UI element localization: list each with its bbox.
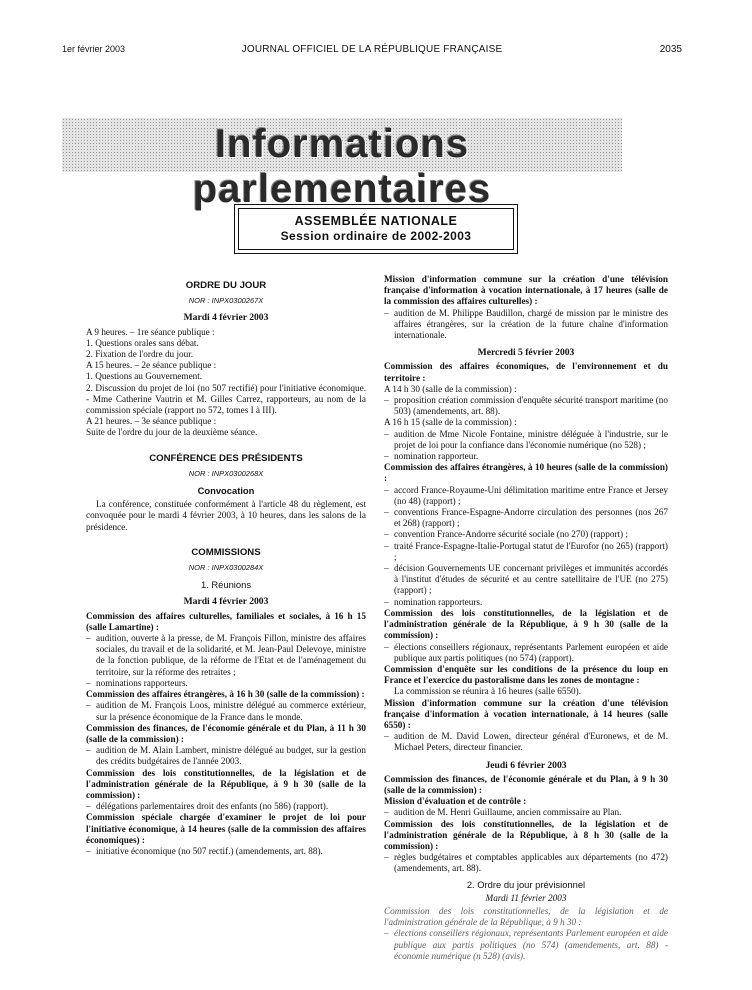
commission-heading: Commission des lois constitutionnelles, de la législation et de l'administration générale de la République, à 9 h 30 : (384, 905, 668, 928)
commission-heading: Mission d'information commune sur la création d'une télévision française d'information à vocation internationale, à 14 heures (salle 6550) : (384, 697, 668, 730)
session-time: A 15 heures. – 2e séance publique : (86, 360, 217, 371)
list-item (384, 928, 668, 962)
commission-heading: Commission des affaires étrangères, à 16 h 30 (salle de la commission) : (86, 689, 365, 700)
dash-list (86, 633, 366, 689)
dash-bullet: – (384, 807, 389, 818)
list-item-text: traité France-Espagne-Italie-Portugal statut de l'Eurofor (no 265) (rapport) ; (394, 540, 668, 562)
dash-bullet: – (384, 428, 389, 439)
list-item-text: audition de M. David Lowen, directeur général d'Euronews, et de M. Michael Peters, directeur financier. (394, 731, 668, 753)
commission-heading: Commission des finances, de l'économie générale et du Plan, à 11 h 30 (salle de la commission) : (86, 722, 366, 744)
dash-bullet: – (384, 529, 389, 540)
dash-list (86, 745, 366, 767)
ordre-previsionnel-heading: 2. Ordre du jour prévisionnel (466, 878, 586, 890)
dash-list (86, 700, 366, 722)
dash-list (384, 395, 668, 417)
list-item-text: audition, ouverte à la presse, de M. François Fillon, ministre des affaires sociales, du travail et de la solidarité, et M. Jean-Paul Delevoye, ministre de la fonction publique, de la réforme de l'Etat et de l'aménagement du territoire, sur la réforme des retraites ; (96, 633, 366, 677)
page-number: 2035 (659, 44, 682, 55)
ordre-nor: NOR : INPX0300267X (188, 296, 264, 306)
commissions-title: COMMISSIONS (191, 546, 261, 558)
session-time: A 9 heures. – 1re séance publique : (86, 326, 215, 337)
dash-list (86, 801, 366, 812)
session-label: Session ordinaire de 2002-2003 (280, 229, 472, 243)
day-heading: Mardi 11 février 2003 (485, 892, 567, 903)
list-item-text: élections conseillers régionaux, représentants Parlement européen et aide publique aux partis politiques (no 574) (rapport). (394, 641, 668, 663)
commission-heading: Commission des lois constitutionnelles, de la législation et de l'administration générale de la République, à 8 h 30 (salle de la commission) : (384, 818, 668, 851)
dash-bullet: – (86, 700, 91, 711)
list-item (86, 846, 366, 857)
commission-heading: Commission des affaires culturelles, familiales et sociales, à 16 h 15 (salle Lamartine) : (86, 610, 366, 632)
dash-bullet: – (384, 507, 389, 518)
list-item (384, 541, 668, 563)
dash-list (384, 429, 668, 463)
dash-list (384, 807, 668, 818)
list-item-text: audition de M. Alain Lambert, ministre délégué au budget, sur la gestion des crédits budgétaires de l'année 2003. (96, 745, 366, 767)
dash-list (384, 928, 668, 962)
list-item (384, 807, 668, 818)
list-item (384, 507, 668, 529)
agenda-item: 1. Questions orales sans débat. (86, 337, 199, 348)
commission-heading: Commission des affaires étrangères, à 10 heures (salle de la commission) : (384, 462, 668, 484)
dash-list (384, 308, 668, 342)
dash-bullet: – (384, 484, 389, 495)
mission-heading: Mission d'évaluation et de contrôle : (384, 796, 527, 807)
dash-bullet: – (384, 641, 389, 652)
commissions-nor: NOR : INPX0300284X (188, 563, 264, 573)
session-time: A 16 h 15 (salle de la commission) : (384, 417, 517, 428)
dash-bullet: – (384, 451, 389, 462)
assembly-name: ASSEMBLÉE NATIONALE (294, 214, 458, 228)
commission-heading: Commission spéciale chargée d'examiner le projet de loi pour l'initiative économique, à 14 heures (salle de la commission des affaires économiques) : (86, 812, 366, 845)
ordre-title: ORDRE DU JOUR (185, 280, 267, 291)
convocation-heading: Convocation (197, 485, 255, 497)
list-item (384, 308, 668, 342)
commission-heading: Commission des finances, de l'économie générale et du Plan, à 9 h 30 (salle de la commission) : (384, 773, 668, 795)
section-banner (62, 118, 622, 211)
dash-bullet: – (384, 731, 389, 742)
dash-list (384, 852, 668, 874)
dash-bullet: – (384, 596, 389, 607)
reunions-heading: 1. Réunions (200, 579, 252, 591)
dash-bullet: – (86, 633, 91, 644)
list-item (384, 485, 668, 507)
dash-bullet: – (384, 540, 389, 551)
list-item (86, 633, 366, 678)
list-item (384, 597, 668, 608)
session-time: A 14 h 30 (salle de la commission) : (384, 383, 517, 394)
list-item (86, 801, 366, 812)
list-item-text: nomination rapporteur. (394, 451, 479, 462)
agenda-item: 2. Discussion du projet de loi (no 507 rectifié) pour l'initiative économique. - Mme Catherine Vautrin et M. Gilles Carrez, rapporteurs, au nom de la commission spéciale (rapport no 572, tomes I à III). (86, 382, 366, 416)
dash-bullet: – (86, 845, 91, 856)
day-heading: Mercredi 5 février 2003 (477, 347, 575, 359)
day-heading: Mardi 4 février 2003 (183, 596, 269, 608)
agenda-item: 1. Questions au Gouvernement. (86, 371, 203, 382)
list-item (384, 731, 668, 753)
banner-title: Informations parlementaires (192, 122, 492, 211)
list-item-text: accord France-Royaume-Uni délimitation maritime entre France et Jersey (no 48) (rapport) ; (394, 484, 668, 506)
dash-bullet: – (384, 852, 389, 863)
conference-title: CONFÉRENCE DES PRÉSIDENTS (149, 452, 303, 464)
session-time: A 21 heures. – 3e séance publique : (86, 416, 217, 427)
list-item-text: nominations rapporteurs. (96, 677, 188, 688)
list-item-text: élections conseillers régionaux, représentants Parlement européen et aide publique aux partis politiques (no 574) (amendements, art. 88) - économie numérique (n 528) (avis). (394, 928, 668, 961)
dash-bullet: – (86, 745, 91, 756)
day-heading: Jeudi 6 février 2003 (485, 759, 567, 771)
list-item (384, 395, 668, 417)
left-column (86, 274, 366, 857)
list-item-text: audition de Mme Nicole Fontaine, ministre déléguée à l'industrie, sur le projet de loi pour la confiance dans l'économie numérique (no 528) ; (394, 428, 668, 450)
commission-heading: Commission des lois constitutionnelles, de la législation et de l'administration générale de la République, à 9 h 30 (salle de la commission) : (86, 767, 366, 800)
dash-bullet: – (86, 677, 91, 688)
list-item (86, 678, 366, 689)
list-item-text: décision Gouvernements UE concernant privilèges et immunités accordés à l'institut d'études de sécurité et au centre satellitaire de l'UE (no 275) (rapport) ; (394, 563, 668, 596)
day-heading: Mardi 4 février 2003 (183, 312, 269, 324)
dash-bullet: – (384, 928, 389, 939)
commission-heading: Commission des affaires économiques, de l'environnement et du territoire : (384, 361, 668, 383)
journal-title: JOURNAL OFFICIEL DE LA RÉPUBLIQUE FRANÇAISE (241, 44, 503, 55)
assembly-box (234, 204, 518, 254)
commission-heading: Mission d'information commune sur la création d'une télévision française d'information à vocation internationale, à 17 heures (salle de la commission des affaires culturelles) : (384, 274, 668, 307)
list-item (384, 642, 668, 664)
list-item (384, 451, 668, 462)
list-item-text: conventions France-Espagne-Andorre circulation des personnes (nos 267 et 268) (rapport) ; (394, 507, 668, 529)
list-item-text: règles budgétaires et comptables applicables aux départements (no 472) (amendements, art. 88). (394, 852, 668, 874)
conference-nor: NOR : INPX0300268X (188, 468, 264, 478)
list-item (384, 563, 668, 597)
list-item-text: nomination rapporteurs. (394, 596, 483, 607)
agenda-text: Suite de l'ordre du jour de la deuxième séance. (86, 427, 258, 438)
page-header (62, 44, 682, 58)
agenda-list (86, 338, 366, 360)
dash-list (384, 642, 668, 664)
dash-list (384, 731, 668, 753)
right-column (384, 274, 668, 962)
dash-list (384, 485, 668, 608)
convocation-text: La conférence, constituée conformément à l'article 48 du règlement, est convoquée pour le mardi 4 février 2003, à 10 heures, dans les salons de la présidence. (86, 499, 366, 532)
agenda-list (86, 371, 366, 416)
dash-bullet: – (384, 395, 389, 406)
list-item-text: délégations parlementaires droit des enfants (no 586) (rapport). (96, 801, 329, 812)
list-item-text: audition de M. Henri Guillaume, ancien commissaire au Plan. (394, 807, 622, 818)
list-item (384, 429, 668, 451)
list-item (86, 745, 366, 767)
list-item (86, 700, 366, 722)
dash-bullet: – (384, 307, 389, 318)
list-item (384, 529, 668, 540)
agenda-item: 2. Fixation de l'ordre du jour. (86, 349, 194, 360)
dash-bullet: – (384, 563, 389, 574)
commission-text: La commission se réunira à 16 heures (salle 6550). (394, 686, 582, 697)
list-item-text: proposition création commission d'enquête sécurité transport maritime (no 503) (amendements, art. 88). (394, 395, 668, 417)
list-item-text: initiative économique (no 507 rectif.) (amendements, art. 88). (96, 845, 323, 856)
dash-bullet: – (86, 801, 91, 812)
list-item-text: audition de M. François Loos, ministre délégué au commerce extérieur, sur la présence économique de la France dans le monde. (96, 700, 366, 722)
list-item-text: convention France-Andorre sécurité sociale (no 270) (rapport) ; (394, 529, 628, 540)
header-date: 1er février 2003 (62, 44, 126, 54)
list-item-text: audition de M. Philippe Baudillon, chargé de mission par le ministre des affaires étrangères, sur la création de la future chaîne d'information internationale. (394, 307, 668, 341)
list-item (384, 852, 668, 874)
dash-list (86, 846, 366, 857)
commission-heading: Commission d'enquête sur les conditions de la présence du loup en France et l'exercice du pastoralisme dans les zones de montagne : (384, 663, 668, 686)
commission-heading: Commission des lois constitutionnelles, de la législation et de l'administration générale de la République, à 9 h 30 (salle de la commission) : (384, 607, 668, 641)
